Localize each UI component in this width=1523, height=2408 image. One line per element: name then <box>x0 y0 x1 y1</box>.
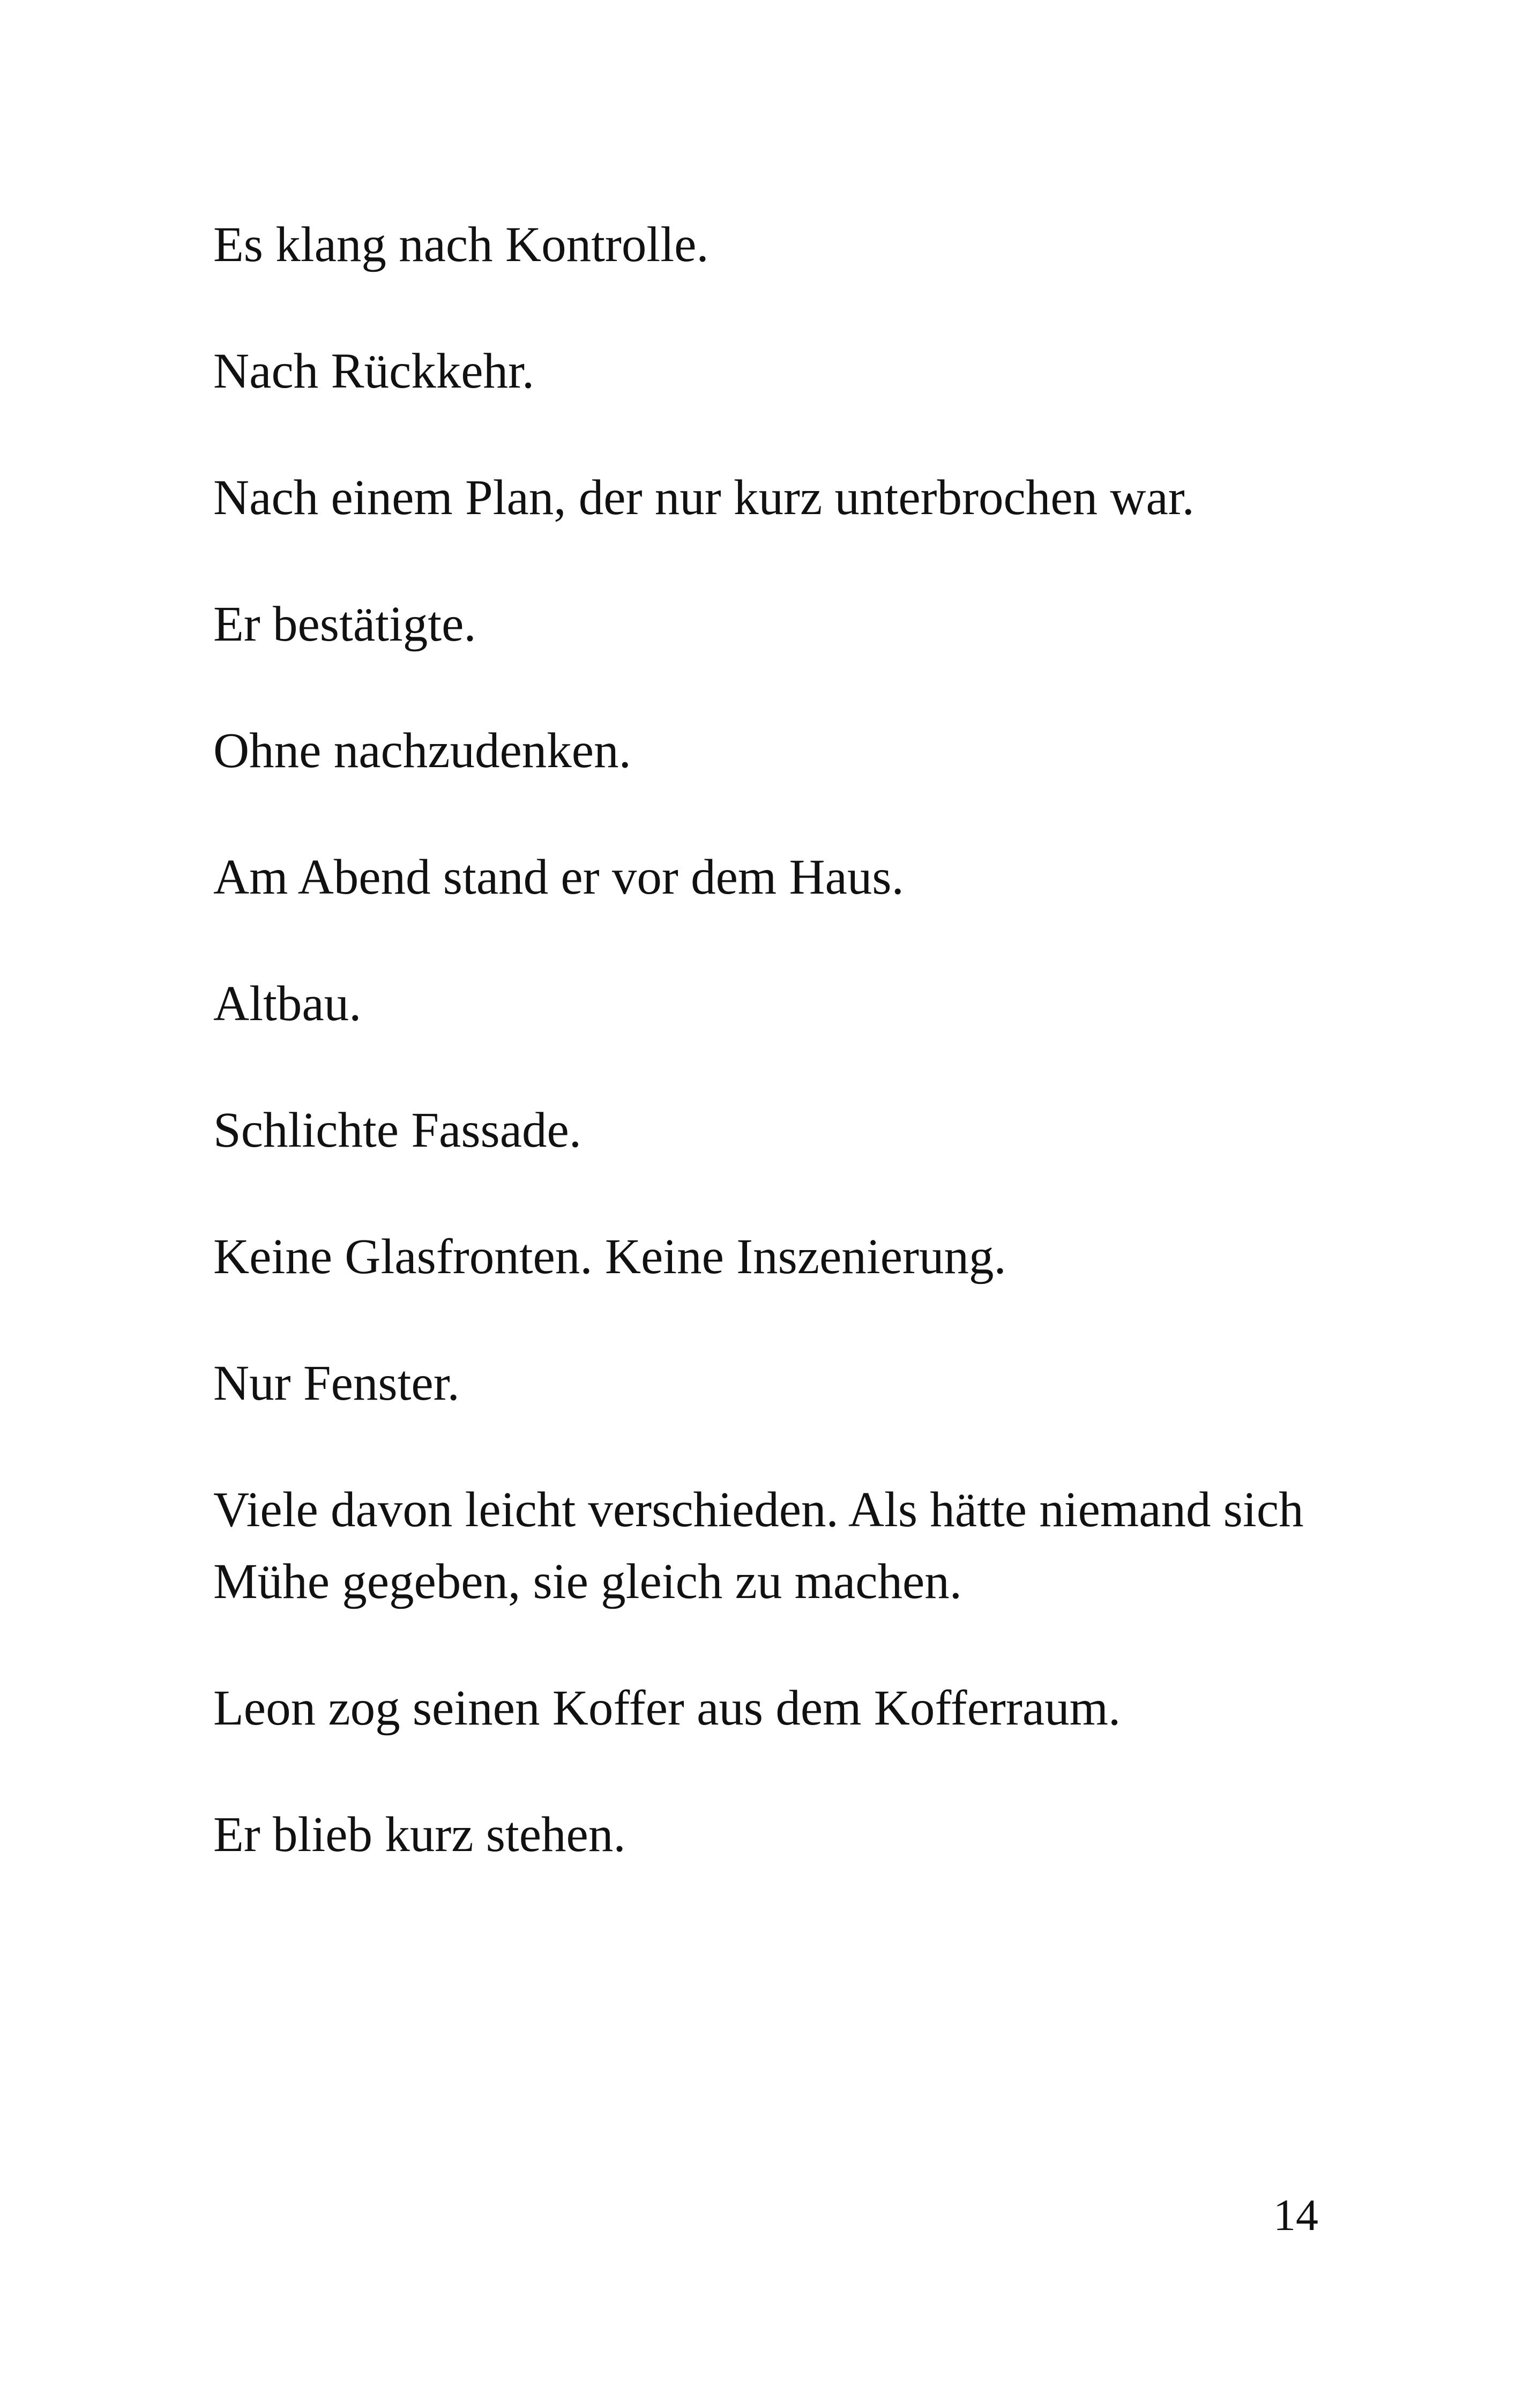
paragraph: Am Abend stand er vor dem Haus. <box>213 850 904 905</box>
paragraph: Ohne nachzudenken. <box>213 723 631 778</box>
paragraph: Altbau. <box>213 976 362 1031</box>
paragraph: Es klang nach Kontrolle. <box>213 217 709 272</box>
paragraph: Nur Fenster. <box>213 1356 460 1411</box>
paragraph: Schlichte Fassade. <box>213 1103 582 1158</box>
paragraph: Viele davon leicht verschieden. Als hätte niemand sich Mühe gegeben, sie gleich zu machen. <box>213 1482 1304 1609</box>
paragraph: Keine Glasfronten. Keine Inszenierung. <box>213 1229 1006 1284</box>
paragraph: Leon zog seinen Koffer aus dem Kofferraum. <box>213 1681 1121 1736</box>
paragraph: Nach einem Plan, der nur kurz unterbrochen war. <box>213 470 1194 525</box>
page-number: 14 <box>1273 2190 1318 2240</box>
body-text <box>213 209 1328 1926</box>
paragraph: Nach Rückkehr. <box>213 344 535 399</box>
paragraph: Er blieb kurz stehen. <box>213 1807 626 1862</box>
paragraph: Er bestätigte. <box>213 597 476 652</box>
